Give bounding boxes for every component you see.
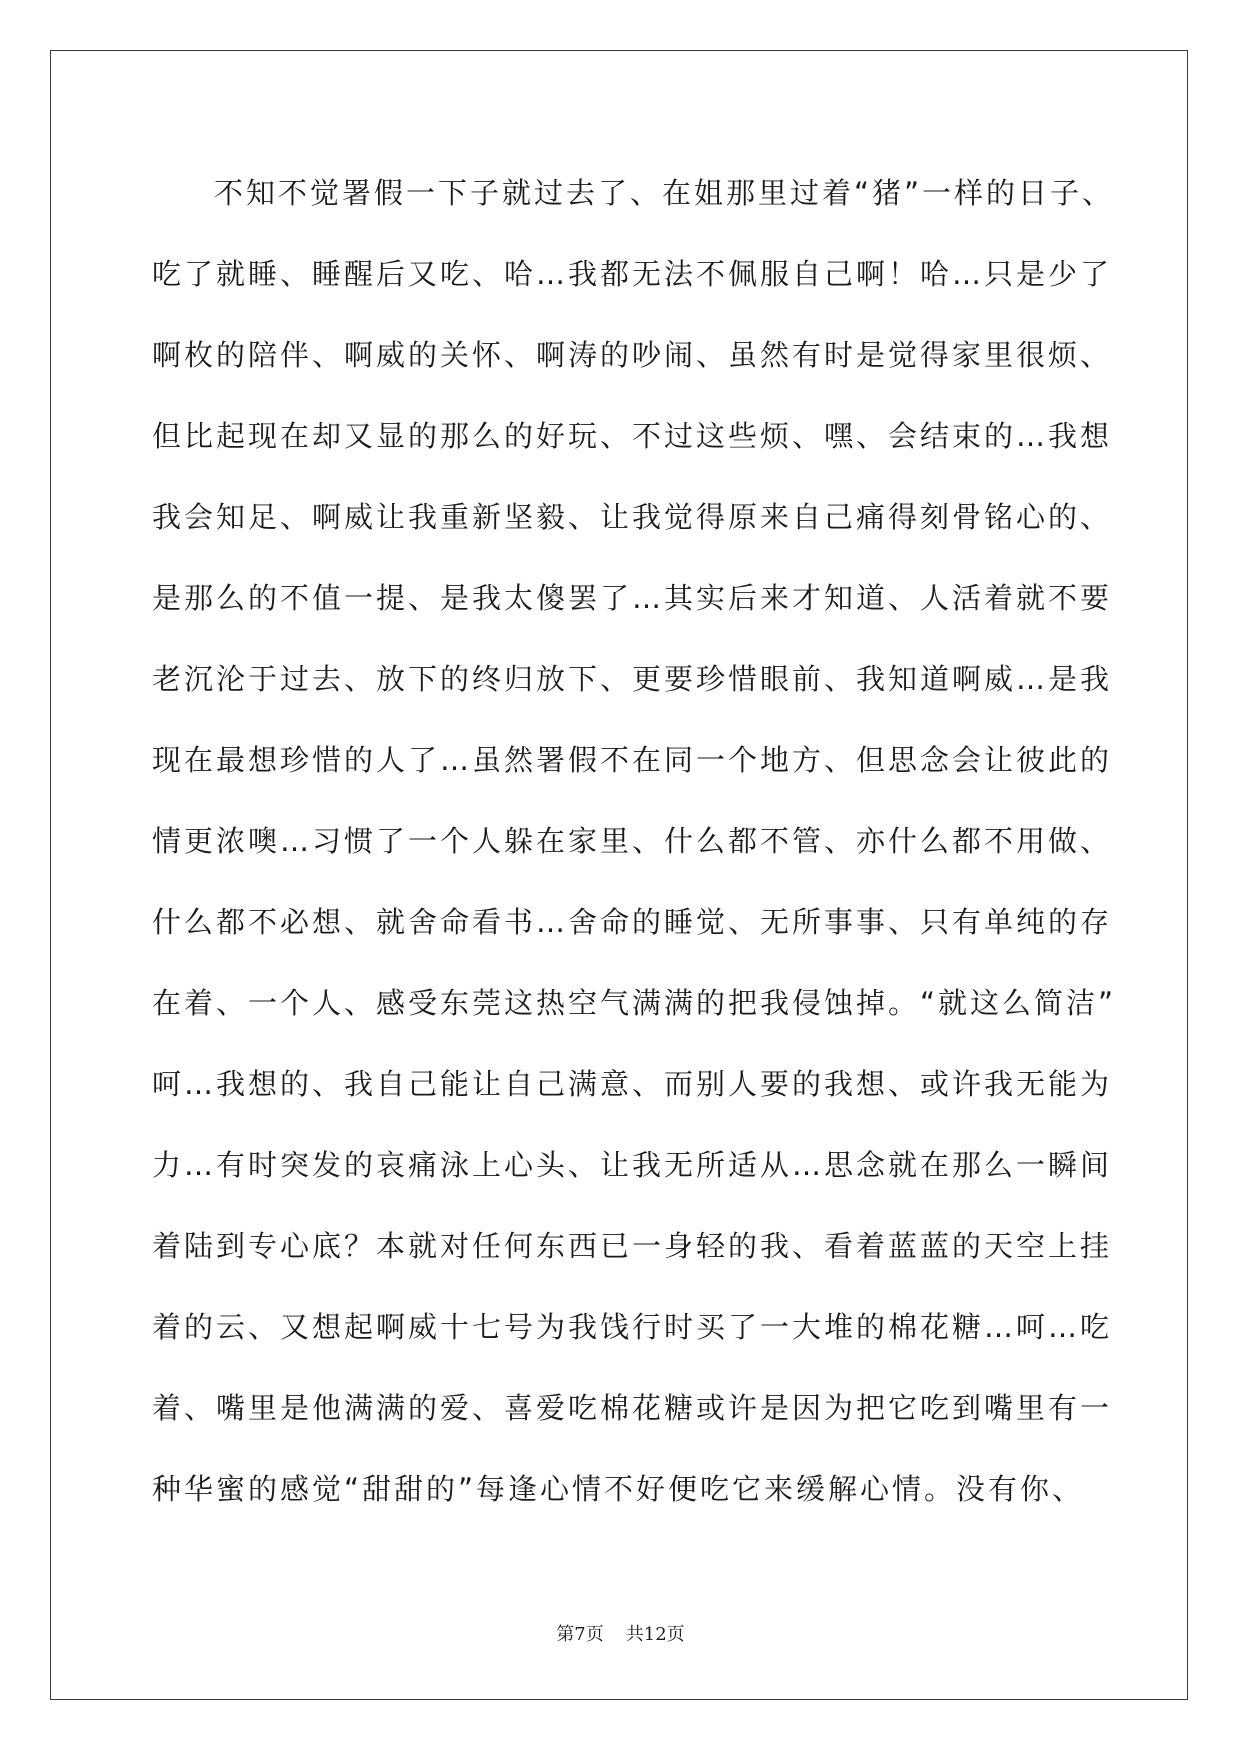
text-line: 老沉沦于过去、放下的终归放下、更要珍惜眼前、我知道啊威…是我	[152, 662, 1113, 696]
text-line: 什么都不必想、就舍命看书…舍命的睡觉、无所事事、只有单纯的存	[152, 905, 1113, 939]
text-line: 我会知足、啊威让我重新坚毅、让我觉得原来自己痛得刻骨铭心的、	[152, 500, 1113, 534]
page-number: 第7页	[556, 1624, 604, 1645]
text-line: 着、嘴里是他满满的爱、喜爱吃棉花糖或许是因为把它吃到嘴里有一	[152, 1391, 1113, 1425]
text-line: 种华蜜的感觉“甜甜的”每逢心情不好便吃它来缓解心情。没有你、	[152, 1472, 1085, 1506]
total-pages: 共12页	[625, 1624, 685, 1645]
text-line: 着的云、又想起啊威十七号为我饯行时买了一大堆的棉花糖…呵…吃	[152, 1310, 1113, 1344]
text-line: 在着、一个人、感受东莞这热空气满满的把我侵蚀掉。“就这么简洁”	[152, 986, 1117, 1020]
text-line: 力…有时突发的哀痛泳上心头、让我无所适从…思念就在那么一瞬间	[152, 1148, 1113, 1182]
text-line: 着陆到专心底？本就对任何东西已一身轻的我、看着蓝蓝的天空上挂	[152, 1229, 1113, 1263]
document-body	[152, 165, 1117, 1542]
text-line: 现在最想珍惜的人了…虽然署假不在同一个地方、但思念会让彼此的	[152, 743, 1113, 777]
text-line: 但比起现在却又显的那么的好玩、不过这些烦、嘿、会结束的…我想	[152, 419, 1113, 453]
text-line: 呵…我想的、我自己能让自己满意、而别人要的我想、或许我无能为	[152, 1067, 1113, 1101]
page-footer	[0, 1620, 1241, 1646]
text-line: 是那么的不值一提、是我太傻罢了…其实后来才知道、人活着就不要	[152, 581, 1113, 615]
text-line: 情更浓噢…习惯了一个人躲在家里、什么都不管、亦什么都不用做、	[152, 824, 1113, 858]
text-line: 吃了就睡、睡醒后又吃、哈…我都无法不佩服自己啊！哈…只是少了	[152, 257, 1113, 291]
text-line: 啊枚的陪伴、啊威的关怀、啊涛的吵闹、虽然有时是觉得家里很烦、	[152, 338, 1113, 372]
text-line: 不知不觉署假一下子就过去了、在姐那里过着“猪”一样的日子、	[214, 176, 1115, 210]
